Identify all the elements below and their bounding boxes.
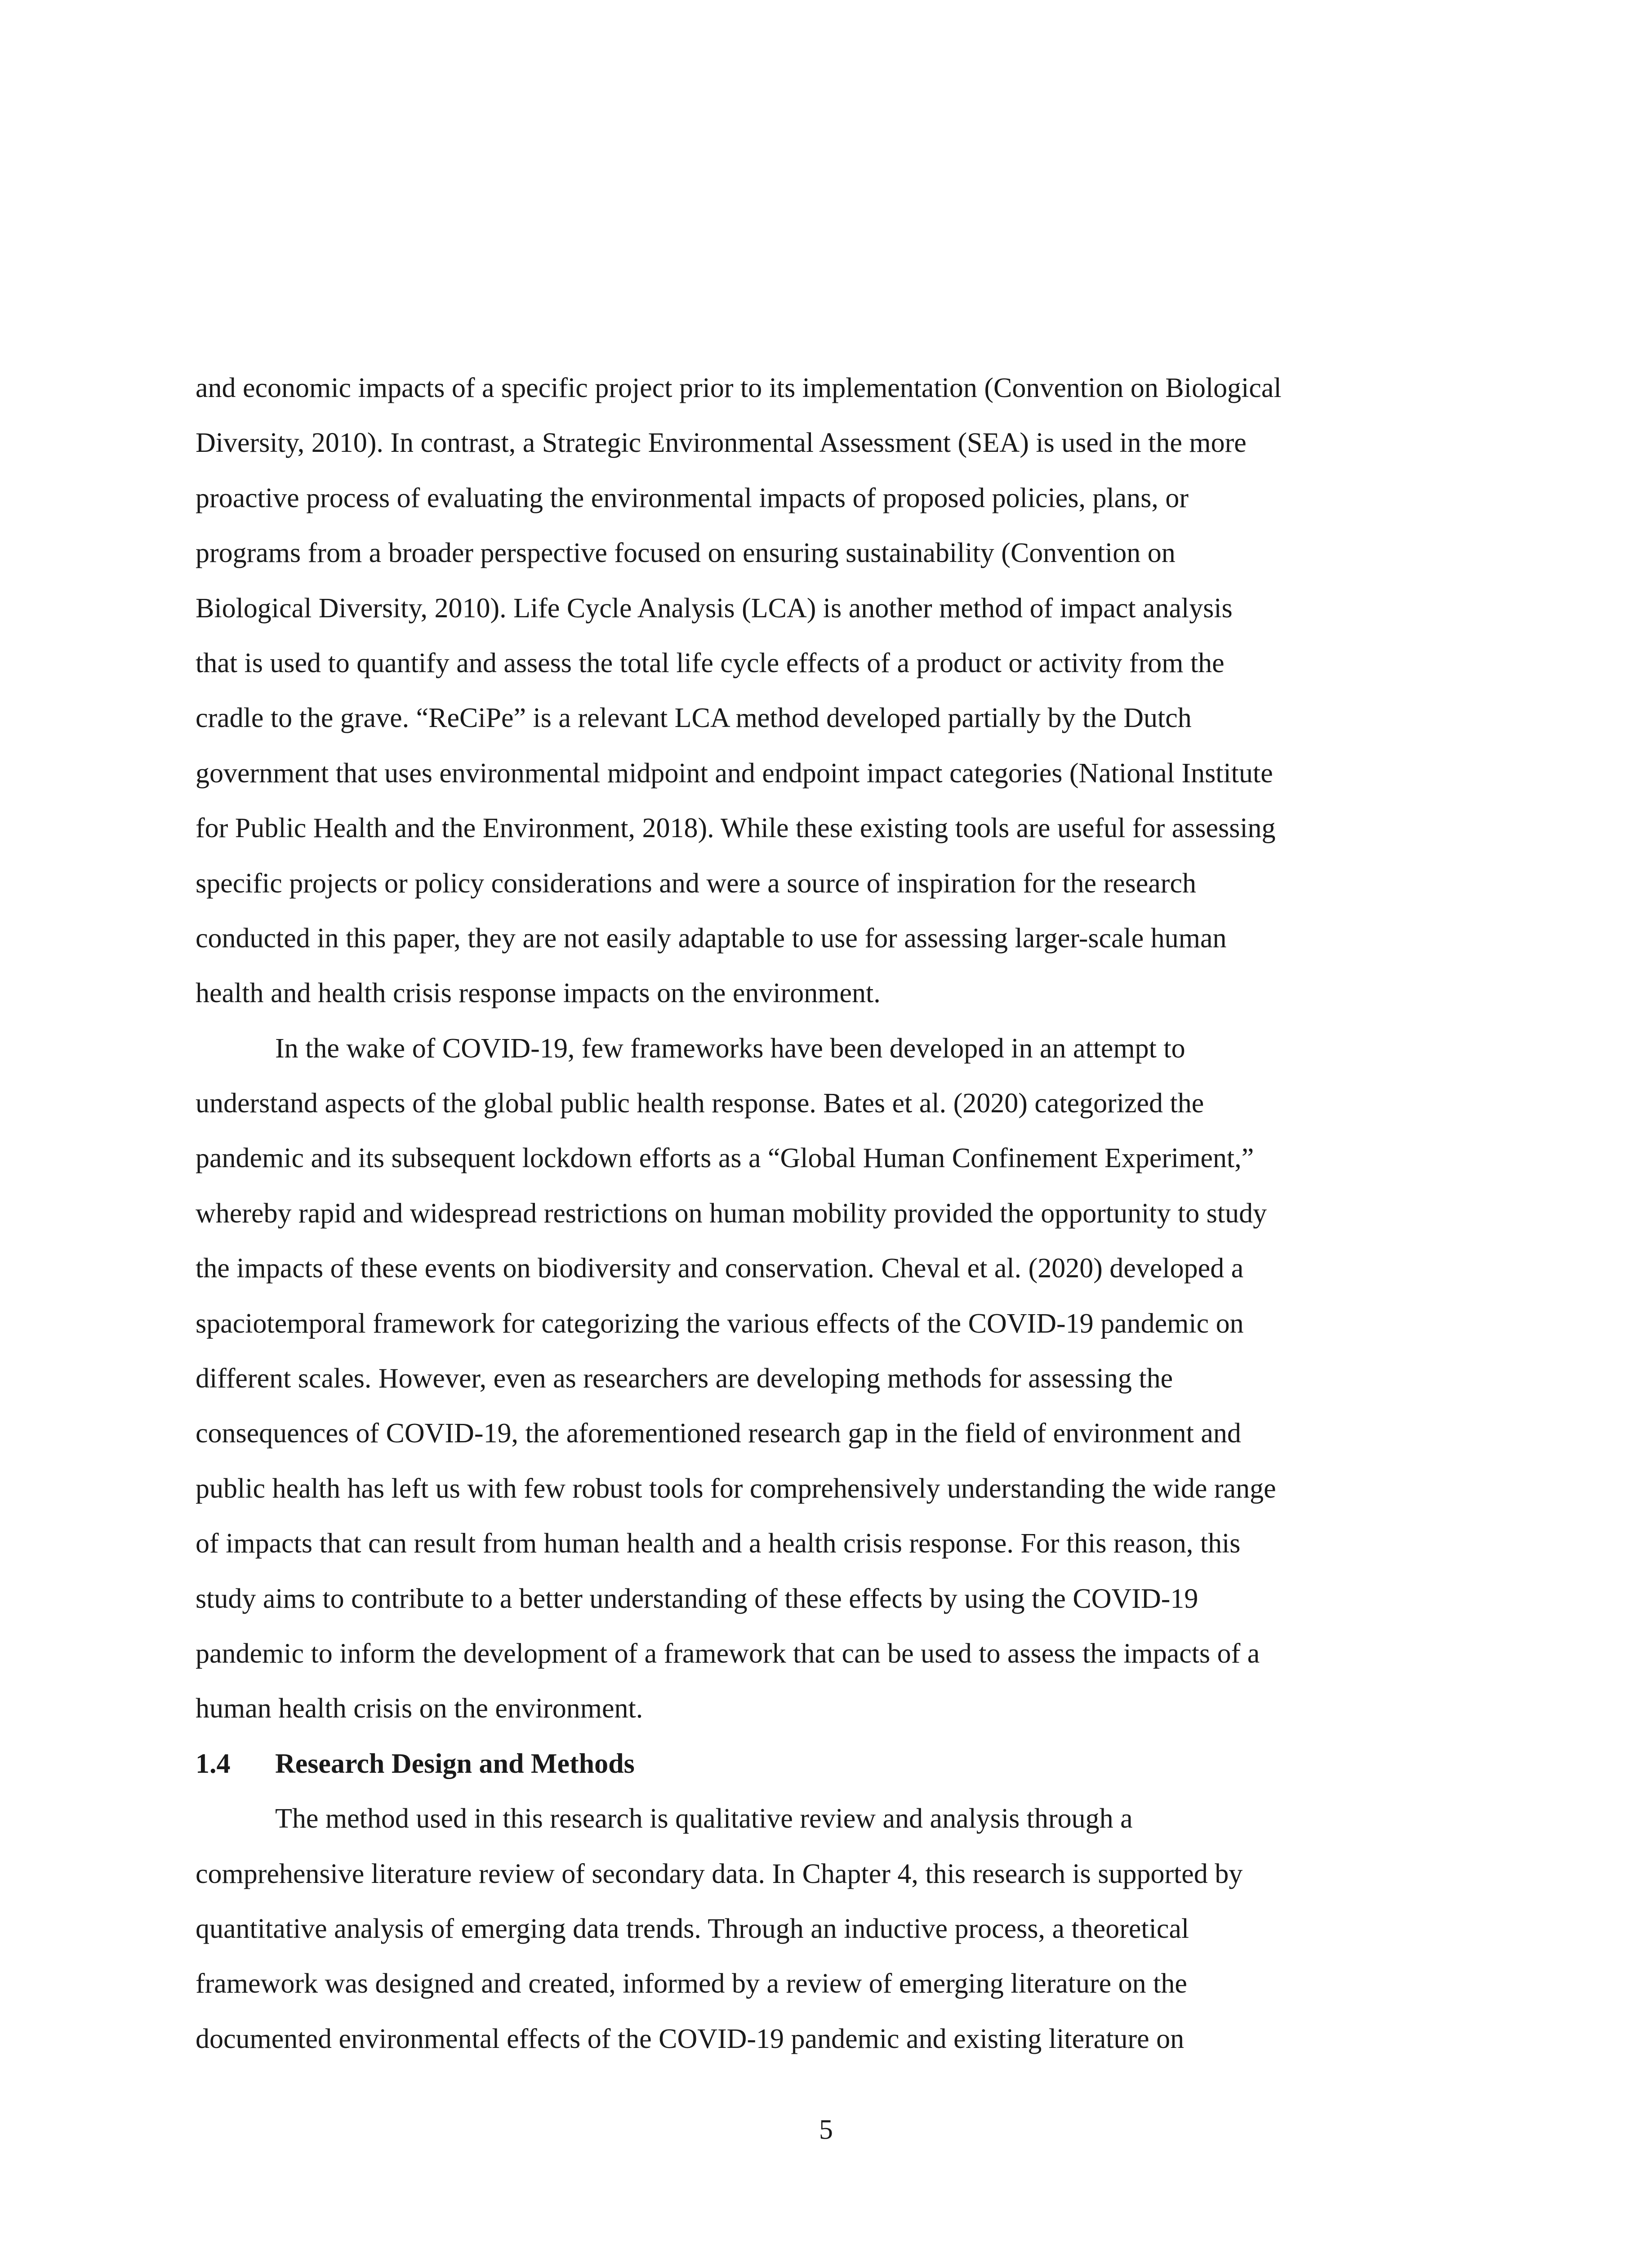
- text-line: different scales. However, even as researchers are developing methods for assessing the: [196, 1363, 1173, 1394]
- text-line: Diversity, 2010). In contrast, a Strategic Environmental Assessment (SEA) is used in the more: [196, 428, 1247, 459]
- text-line: comprehensive literature review of secondary data. In Chapter 4, this research is supported by: [196, 1858, 1243, 1889]
- section-heading: [196, 1736, 1461, 1791]
- section-title: Research Design and Methods: [275, 1748, 635, 1779]
- text-line: whereby rapid and widespread restrictions on human mobility provided the opportunity to study: [196, 1198, 1267, 1229]
- text-line: that is used to quantify and assess the total life cycle effects of a product or activity from the: [196, 647, 1225, 678]
- text-line: framework was designed and created, informed by a review of emerging literature on the: [196, 1968, 1187, 1999]
- text-line: The method used in this research is qualitative review and analysis through a: [275, 1803, 1133, 1834]
- paragraph-2: [196, 1021, 1461, 1736]
- text-line: proactive process of evaluating the environmental impacts of proposed policies, plans, or: [196, 482, 1189, 513]
- text-line: cradle to the grave. “ReCiPe” is a relevant LCA method developed partially by the Dutch: [196, 703, 1192, 734]
- text-line: and economic impacts of a specific project prior to its implementation (Convention on Biological: [196, 373, 1282, 403]
- text-line: understand aspects of the global public health response. Bates et al. (2020) categorized the: [196, 1088, 1204, 1119]
- paragraph-1: [196, 361, 1461, 1021]
- body-text: [196, 361, 1461, 2066]
- text-line: of impacts that can result from human health and a health crisis response. For this reason, this: [196, 1528, 1241, 1559]
- text-line: study aims to contribute to a better understanding of these effects by using the COVID-19: [196, 1583, 1198, 1614]
- text-line: documented environmental effects of the COVID-19 pandemic and existing literature on: [196, 2023, 1184, 2054]
- text-line: Biological Diversity, 2010). Life Cycle Analysis (LCA) is another method of impact analysis: [196, 593, 1233, 624]
- text-line: government that uses environmental midpoint and endpoint impact categories (National Institute: [196, 758, 1273, 789]
- text-line: public health has left us with few robust tools for comprehensively understanding the wide range: [196, 1473, 1276, 1504]
- text-line: spaciotemporal framework for categorizing the various effects of the COVID-19 pandemic on: [196, 1308, 1244, 1339]
- text-line: human health crisis on the environment.: [196, 1693, 643, 1724]
- text-line: the impacts of these events on biodiversity and conservation. Cheval et al. (2020) developed a: [196, 1253, 1244, 1284]
- text-line: health and health crisis response impacts on the environment.: [196, 978, 881, 1009]
- text-line: for Public Health and the Environment, 2018). While these existing tools are useful for assessing: [196, 813, 1276, 844]
- text-line: In the wake of COVID-19, few frameworks have been developed in an attempt to: [275, 1033, 1185, 1064]
- text-line: consequences of COVID-19, the aforementioned research gap in the field of environment and: [196, 1418, 1241, 1449]
- text-line: conducted in this paper, they are not easily adaptable to use for assessing larger-scale human: [196, 923, 1227, 954]
- text-line: pandemic to inform the development of a framework that can be used to assess the impacts of a: [196, 1638, 1260, 1669]
- paragraph-3: [196, 1791, 1461, 2066]
- text-line: programs from a broader perspective focused on ensuring sustainability (Convention on: [196, 538, 1176, 569]
- text-line: specific projects or policy considerations and were a source of inspiration for the research: [196, 868, 1196, 899]
- section-number: 1.4: [196, 1748, 231, 1779]
- text-line: quantitative analysis of emerging data trends. Through an inductive process, a theoretical: [196, 1913, 1189, 1944]
- page-number: 5: [819, 2114, 833, 2145]
- text-line: pandemic and its subsequent lockdown efforts as a “Global Human Confinement Experiment,”: [196, 1143, 1254, 1174]
